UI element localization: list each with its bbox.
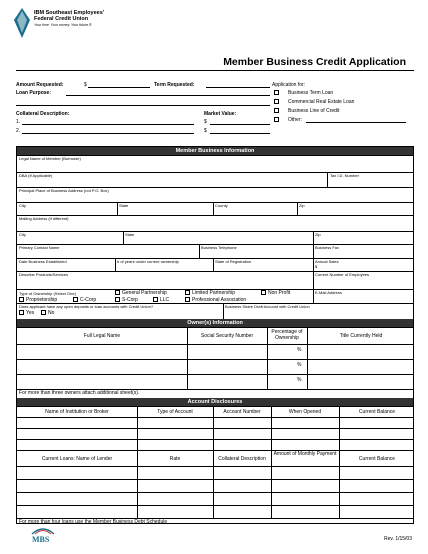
business-line-credit-label: Business Line of Credit [288,108,340,114]
checkbox-icon [41,310,46,315]
loan-col-rate: Rate [169,456,181,462]
other-checkbox[interactable] [274,117,279,122]
legal-name-label: Legal Name of Member (Borrower) [19,156,81,161]
annual-sales-label: Annual Sales [315,259,339,264]
account-disclosures-header: Account Disclosures [17,398,413,406]
s-corp-option[interactable]: S-Corp [115,297,138,303]
account-col-balance: Current Balance [358,409,396,415]
collateral-field-1[interactable] [22,124,194,125]
checkbox-icon [185,290,190,295]
term-requested-label: Term Requested: [154,82,195,88]
owner-row-2-pct: % [297,362,302,368]
checkbox-icon [185,297,190,302]
logo-line1: IBM Southeast Employees' [34,10,105,16]
mailing-state-label: State [125,232,135,237]
market-dollar-1: $ [204,119,207,125]
annual-sales-dollar: $ [315,264,318,269]
market-value-label: Market Value: [204,111,237,117]
member-business-info-header: Member Business Information [17,147,413,155]
email-label: E-Mail Address [315,290,342,295]
deposits-question: Does applicant have any open deposits or loan accounts with Credit Union? [19,304,154,309]
application-for-label: Application for: [272,82,306,88]
describe-products-label: Describe Products/Services [19,272,69,277]
limited-partnership-option[interactable]: Limited Partnership [185,290,235,296]
owners-note: For more than three owners attach additional sheet(s). [19,390,140,396]
non-profit-option[interactable]: Non Profit [261,290,290,296]
commercial-real-estate-checkbox[interactable] [274,99,279,104]
page-title: Member Business Credit Application [223,56,406,68]
zip-label: Zip [299,203,305,208]
market-value-field-2[interactable] [210,133,270,134]
loans-note: For more than four loans use the Member Business Debt Schedule [19,519,168,525]
collateral-description-label: Collateral Description: [16,111,70,117]
logo-tagline: Your time. Your money. Your future.® [34,23,92,27]
logo [14,8,134,42]
years-ownership-label: # of years under current ownership [117,259,179,264]
amount-requested-field[interactable] [88,87,150,88]
checkbox-icon [115,290,120,295]
mailing-zip-label: Zip [315,232,321,237]
mailing-address-label: Mailing Address (if different) [19,216,69,221]
collateral-item-2: 2. [16,128,21,134]
business-telephone-label: Business Telephone [201,245,237,250]
loan-col-balance: Current Balance [358,456,396,462]
logo-line2: Federal Credit Union [34,16,89,22]
loan-purpose-label: Loan Purpose: [16,90,52,96]
owner-col-title: Title Currently Held [339,333,383,339]
deposits-yes-option[interactable]: Yes [19,310,34,316]
revision-label: Rev. 1/15/03 [384,536,412,542]
other-field[interactable] [306,122,406,123]
checkbox-icon [153,297,158,302]
owner-col-pct: Percentage of Ownership [271,329,303,341]
state-label: State [119,203,129,208]
application-form [16,146,414,524]
mbs-logo [30,526,56,548]
term-requested-field[interactable] [206,87,270,88]
proprietorship-option[interactable]: Proprietorship [19,297,57,303]
commercial-real-estate-label: Commercial Real Estate Loan [288,99,355,105]
owner-col-name: Full Legal Name [83,333,121,339]
checkbox-icon [19,310,24,315]
num-employees-label: Current Number of Employees [315,272,370,277]
general-partnership-option[interactable]: General Partnership [115,290,167,296]
mailing-city-label: City [19,232,26,237]
business-term-loan-checkbox[interactable] [274,90,279,95]
diamond-logo-icon [14,8,30,38]
city-label: City [19,203,26,208]
professional-association-option[interactable]: Professional Association [185,297,246,303]
c-corp-option[interactable]: C-Corp [73,297,96,303]
business-fax-label: Business Fax [315,245,340,250]
amount-dollar: $ [84,82,87,88]
amount-requested-label: Amount Requested: [16,82,64,88]
mbs-logo-text: MBS [32,535,50,544]
collateral-item-1: 1. [16,119,21,125]
loan-col-lender: Current Loans: Name of Lender [41,456,113,462]
account-col-type: Type of Account [157,409,193,415]
checkbox-icon [73,297,78,302]
tax-id-label: Tax I.D. Number [330,173,359,178]
share-draft-label: Business Share Draft Account with Credit Union [225,304,310,309]
market-value-field-1[interactable] [210,124,270,125]
owners-info-header: Owner(s) Information [17,319,413,327]
owner-col-ssn: Social Security Number [200,333,254,339]
checkbox-icon [19,297,24,302]
state-registration-label: State of Registration [215,259,252,264]
owner-row-3-pct: % [297,377,302,383]
primary-contact-label: Primary Contact Name [19,245,60,250]
business-line-credit-checkbox[interactable] [274,108,279,113]
market-dollar-2: $ [204,128,207,134]
llc-option[interactable]: LLC [153,297,169,303]
loan-purpose-field-2[interactable] [16,105,270,106]
business-term-loan-label: Business Term Loan [288,90,334,96]
checkbox-icon [261,290,266,295]
loan-purpose-field[interactable] [66,95,270,96]
principal-address-label: Principal Place of Business Address (not P.O. Box) [19,188,109,193]
dba-label: DBA (If Applicable) [19,173,53,178]
other-label: Other: [288,117,302,123]
owner-row-1-pct: % [297,347,302,353]
date-established-label: Date Business Established [19,259,67,264]
loan-col-collateral: Collateral Description [218,456,266,462]
account-col-number: Account Number [223,409,261,415]
loan-col-monthly-payment: Amount of Monthly Payment [273,451,337,457]
collateral-field-2[interactable] [22,133,194,134]
county-label: County [215,203,228,208]
deposits-no-option[interactable]: No [41,310,54,316]
account-col-opened: When Opened [288,409,322,415]
legal-name-field[interactable] [17,156,413,172]
type-ownership-label: Type of Ownership (Select One) [19,291,76,296]
checkbox-icon [115,297,120,302]
account-col-institution: Name of Institution or Broker [45,409,109,415]
title-divider [16,70,414,71]
